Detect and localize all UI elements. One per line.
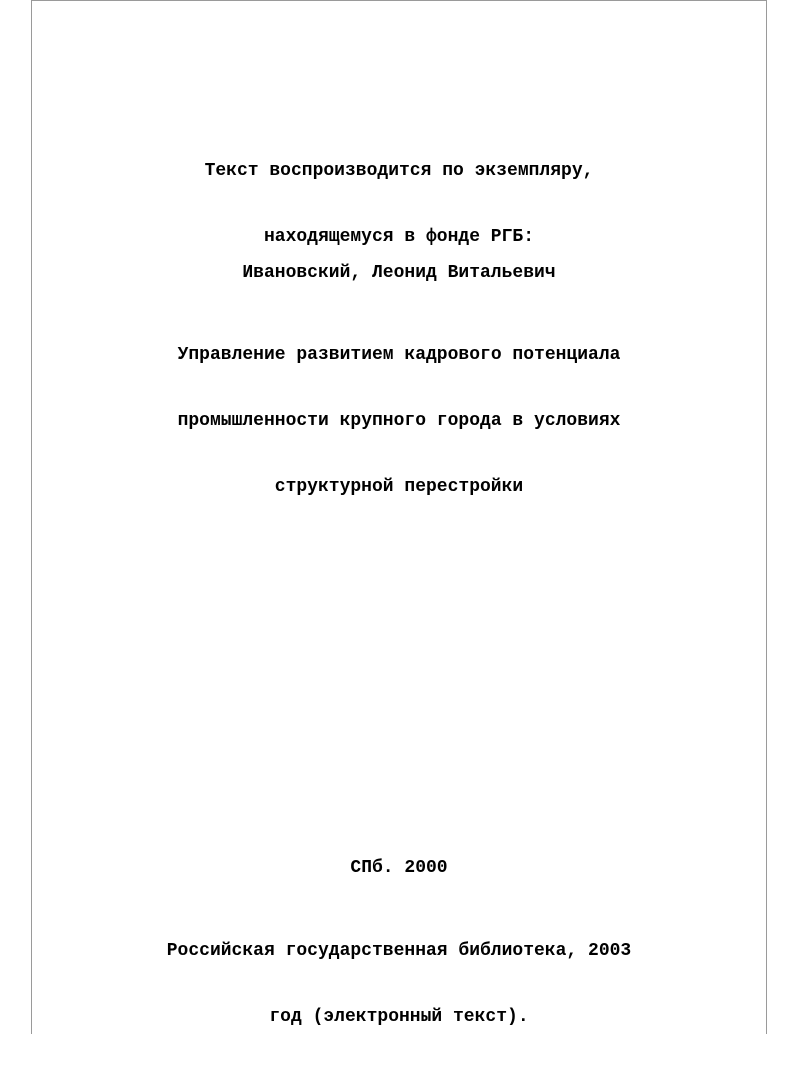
place-and-year-text: СПб. 2000 — [350, 858, 448, 878]
author-name-text: Ивановский, Леонид Витальевич — [242, 263, 556, 283]
document-title-line-3: структурной перестройки — [274, 477, 524, 497]
document-title-line-1: Управление развитием кадрового потенциала — [177, 345, 621, 365]
reproduction-notice-line-1: Текст воспроизводится по экземпляру, — [204, 161, 594, 181]
library-footer-line-1: Российская государственная библиотека, 2003 — [166, 941, 632, 961]
reproduction-notice-line-2: находящемуся в фонде РГБ: — [263, 227, 535, 247]
library-footer-line-2: год (электронный текст). — [269, 1007, 529, 1027]
document-title — [32, 300, 766, 542]
document-page — [31, 0, 767, 1034]
library-footer — [32, 896, 766, 1072]
document-title-line-2: промышленности крупного города в условиях — [177, 411, 621, 431]
